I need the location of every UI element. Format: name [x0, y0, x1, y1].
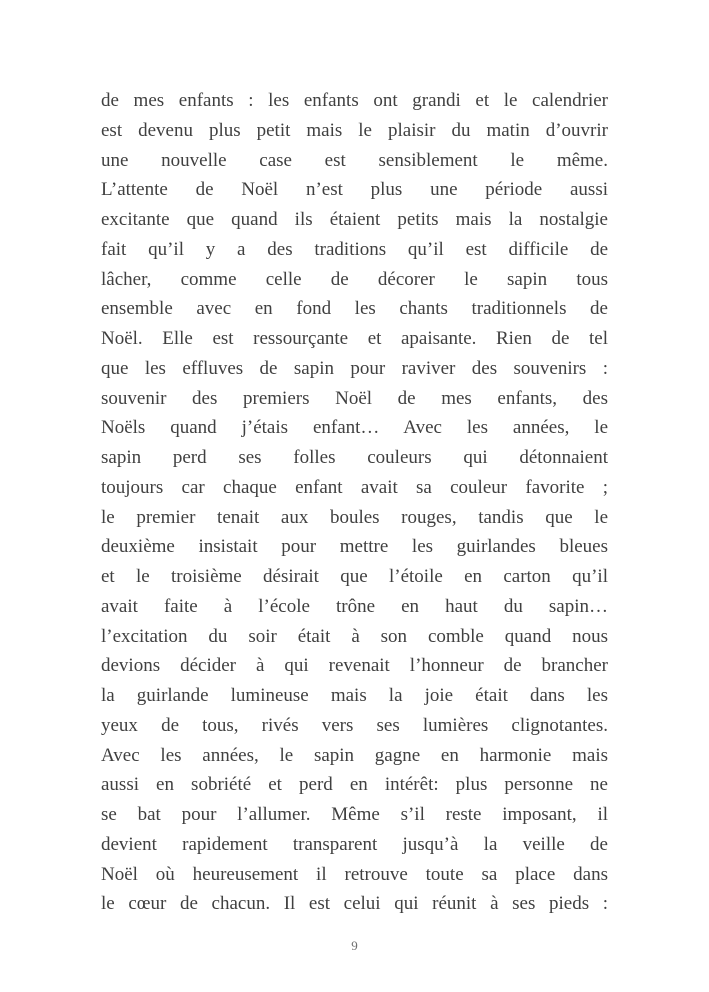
text-line: que les effluves de sapin pour raviver des souvenirs :	[101, 357, 608, 379]
page-body-text	[101, 86, 608, 919]
text-line: Noël où heureusement il retrouve toute sa place dans	[101, 863, 608, 885]
text-line: toujours car chaque enfant avait sa couleur favorite ;	[101, 476, 608, 498]
page-number: 9	[351, 938, 358, 953]
text-line: Avec les années, le sapin gagne en harmonie mais	[101, 744, 608, 766]
text-line: excitante que quand ils étaient petits mais la nostalgie	[101, 209, 608, 230]
text-line: L’attente de Noël n’est plus une période aussi	[101, 179, 608, 201]
text-line: Noël. Elle est ressourçante et apaisante. Rien de tel	[101, 328, 608, 349]
text-line: fait qu’il y a des traditions qu’il est difficile de	[101, 238, 608, 260]
text-line: l’excitation du soir était à son comble quand nous	[101, 625, 608, 647]
text-line: yeux de tous, rivés vers ses lumières clignotantes.	[101, 714, 608, 736]
text-line: une nouvelle case est sensiblement le même.	[101, 149, 608, 171]
text-line: de mes enfants : les enfants ont grandi et le calendrier	[101, 90, 608, 111]
text-line: Noëls quand j’étais enfant… Avec les années, le	[101, 417, 608, 439]
text-line: avait faite à l’école trône en haut du sapin…	[101, 595, 608, 617]
text-line: souvenir des premiers Noël de mes enfants, des	[101, 387, 608, 409]
text-line: deuxième insistait pour mettre les guirlandes bleues	[101, 536, 608, 558]
text-line: est devenu plus petit mais le plaisir du matin d’ouvrir	[101, 119, 608, 141]
text-line: le cœur de chacun. Il est celui qui réunit à ses pieds :	[101, 893, 608, 915]
text-line: se bat pour l’allumer. Même s’il reste imposant, il	[101, 804, 608, 825]
text-line: devions décider à qui revenait l’honneur de brancher	[101, 655, 608, 677]
text-line: ensemble avec en fond les chants traditionnels de	[101, 298, 608, 320]
text-line: devient rapidement transparent jusqu’à la veille de	[101, 833, 608, 855]
text-line: aussi en sobriété et perd en intérêt: plus personne ne	[101, 774, 608, 796]
text-line: et le troisième désirait que l’étoile en carton qu’il	[101, 566, 608, 587]
text-line: sapin perd ses folles couleurs qui détonnaient	[101, 447, 608, 468]
text-line: la guirlande lumineuse mais la joie était dans les	[101, 685, 608, 706]
text-line: lâcher, comme celle de décorer le sapin tous	[101, 268, 608, 290]
text-line: le premier tenait aux boules rouges, tandis que le	[101, 506, 608, 528]
